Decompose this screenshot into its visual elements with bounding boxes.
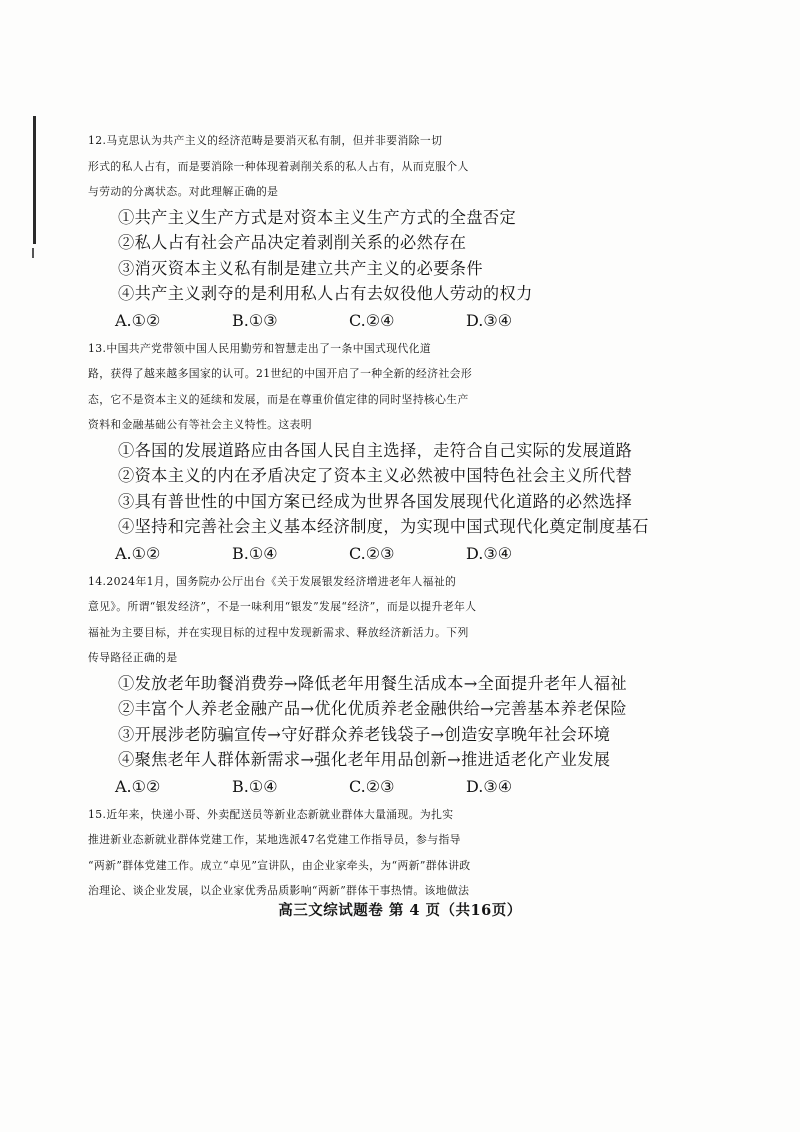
- statement-option: ②私人占有社会产品决定着剥削关系的必然存在: [118, 233, 467, 252]
- question-stem-line: 12.马克思认为共产主义的经济范畴是要消灭私有制，但并非要消除一切: [88, 134, 443, 147]
- question-stem-line: 意见》。所谓“银发经济”，不是一味利用“银发”发展“经济”，而是以提升老年人: [88, 600, 477, 613]
- statement-option: ④坚持和完善社会主义基本经济制度，为实现中国式现代化奠定制度基石: [118, 517, 649, 536]
- choice-a: A.①②: [115, 543, 161, 563]
- answer-choices: [115, 307, 715, 334]
- statement-option: ①共产主义生产方式是对资本主义生产方式的全盘否定: [118, 207, 517, 227]
- question-stem-line: 态，它不是资本主义的延续和发展，而是在尊重价值定律的同时坚持核心生产: [88, 392, 469, 406]
- choice-b: B.①④: [232, 776, 278, 796]
- question-stem-line: 路，获得了越来越多国家的认可。21世纪的中国开启了一种全新的经济社会形: [88, 367, 473, 380]
- question-stem-line: 推进新业态新就业群体党建工作，某地选派47名党建工作指导员，参与指导: [88, 833, 461, 846]
- question-stem-line: 13.中国共产党带领中国人民用勤劳和智慧走出了一条中国式现代化道: [88, 341, 432, 355]
- choice-c: C.②③: [349, 776, 395, 796]
- choice-b: B.①④: [232, 543, 278, 563]
- statement-option: ④聚焦老年人群体新需求→强化老年用品创新→推进适老化产业发展: [118, 750, 611, 769]
- answer-choices: [115, 540, 715, 567]
- statement-option: ①发放老年助餐消费券→降低老年用餐生活成本→全面提升老年人福祉: [118, 673, 627, 693]
- statement-option: ④共产主义剥夺的是利用私人占有去奴役他人劳动的权力: [118, 284, 533, 303]
- statement-option: ③消灭资本主义私有制是建立共产主义的必要条件: [118, 258, 483, 278]
- answer-choices: [115, 773, 715, 800]
- choice-d: D.③④: [466, 310, 513, 330]
- question-12: [88, 128, 715, 334]
- question-stem-line: 15.近年来，快递小哥、外卖配送员等新业态新就业群体大量涌现。为扎实: [88, 807, 454, 821]
- question-content: [88, 128, 715, 904]
- question-stem-line: 资料和金融基础公有等社会主义特性。这表明: [88, 418, 312, 431]
- question-stem-line: 14.2024年1月，国务院办公厅出台《关于发展银发经济增进老年人福祉的: [88, 574, 457, 588]
- page-footer: 高三文综试题卷 第 4 页（共16页）: [278, 902, 522, 919]
- question-14: [88, 569, 715, 800]
- statement-option: ②资本主义的内在矛盾决定了资本主义必然被中国特色社会主义所代替: [118, 466, 633, 485]
- question-stem-line: 传导路径正确的是: [88, 651, 178, 664]
- choice-d: D.③④: [466, 776, 513, 796]
- question-stem-line: 治理论、谈企业发展，以企业家优秀品质影响“两新”群体干事热情。该地做法: [88, 884, 470, 897]
- question-15: [88, 802, 715, 904]
- margin-binding-line: [33, 116, 36, 244]
- margin-tick-mark: [32, 248, 34, 258]
- choice-b: B.①③: [232, 310, 278, 330]
- choice-c: C.②④: [349, 310, 395, 330]
- question-stem-line: 福祉为主要目标，并在实现目标的过程中发现新需求、释放经济新活力。下列: [88, 625, 469, 639]
- statement-option: ③开展涉老防骗宣传→守好群众养老钱袋子→创造安享晚年社会环境: [118, 724, 611, 744]
- choice-a: A.①②: [115, 310, 161, 330]
- choice-c: C.②③: [349, 543, 395, 563]
- statement-option: ②丰富个人养老金融产品→优化优质养老金融供给→完善基本养老保险: [118, 699, 627, 718]
- choice-d: D.③④: [466, 543, 513, 563]
- question-stem-line: 形式的私人占有，而是要消除一种体现着剥削关系的私人占有，从而克服个人: [88, 159, 469, 173]
- statement-option: ③具有普世性的中国方案已经成为世界各国发展现代化道路的必然选择: [118, 491, 633, 511]
- question-stem-line: “两新”群体党建工作。成立“卓见”宣讲队，由企业家牵头，为“两新”群体讲政: [88, 858, 471, 872]
- question-13: [88, 336, 715, 567]
- question-stem-line: 与劳动的分离状态。对此理解正确的是: [88, 185, 279, 198]
- choice-a: A.①②: [115, 776, 161, 796]
- statement-option: ①各国的发展道路应由各国人民自主选择，走符合自己实际的发展道路: [118, 440, 633, 460]
